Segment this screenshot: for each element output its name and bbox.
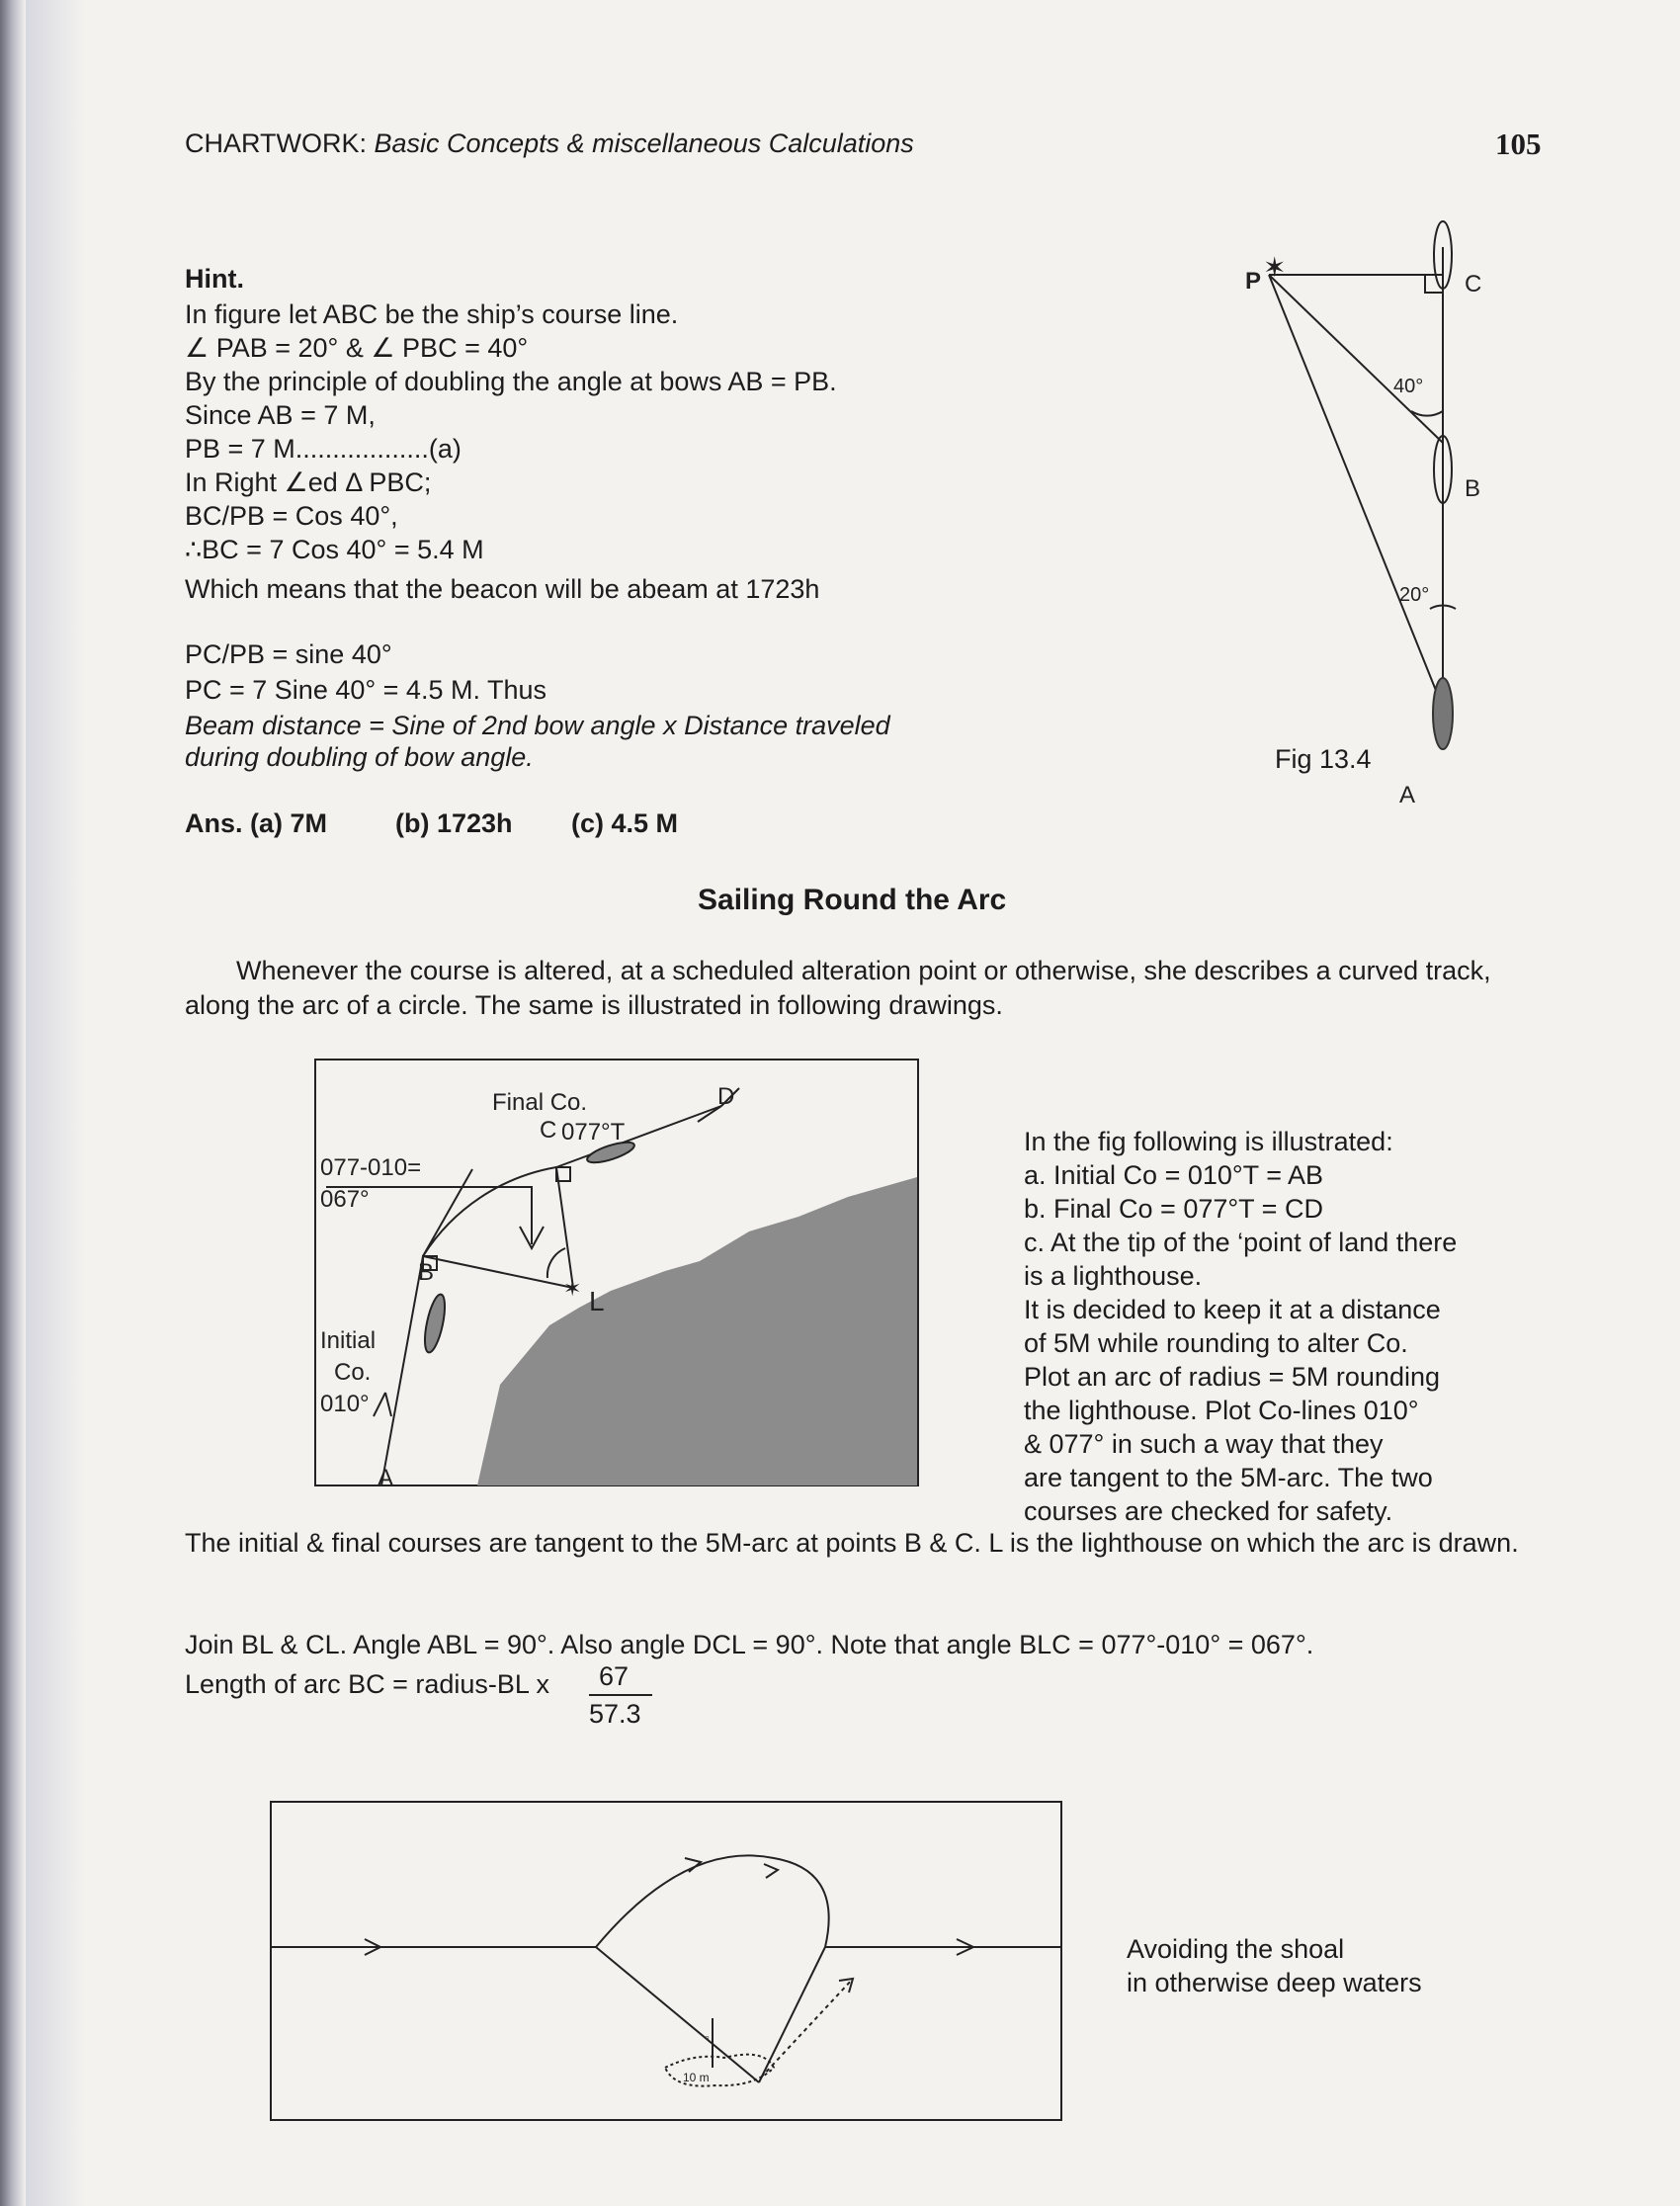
upper-track xyxy=(596,1855,829,1947)
label-final-deg: 077°T xyxy=(561,1119,626,1145)
hint-line: In Right ∠ed Δ PBC; xyxy=(185,467,432,497)
desc-line: In the fig following is illustrated: xyxy=(1024,1127,1393,1156)
right-angle-mark xyxy=(1425,275,1443,293)
angle-40-arc xyxy=(1411,411,1443,416)
section-title: Sailing Round the Arc xyxy=(698,884,1007,916)
label-c: C xyxy=(540,1117,557,1144)
hint-line: PC/PB = sine 40° xyxy=(185,639,392,669)
desc-line: c. At the tip of the ‘point of land there xyxy=(1024,1228,1458,1257)
fraction-bar xyxy=(589,1694,652,1696)
arrow-3 xyxy=(764,1864,778,1878)
desc-line: & 077° in such a way that they xyxy=(1024,1429,1384,1459)
label-a: A xyxy=(1399,782,1416,808)
label-p: P xyxy=(1245,268,1262,295)
answer-a: Ans. (a) 7M xyxy=(185,808,328,838)
shoal-caption-2: in otherwise deep waters xyxy=(1127,1968,1422,1997)
label-b: B xyxy=(418,1259,435,1286)
clearing-line xyxy=(761,1979,853,2078)
label-initial-deg: 010° xyxy=(320,1391,370,1417)
hint-line: ∴BC = 7 Cos 40° = 5.4 M xyxy=(185,535,484,564)
hint-formula: Beam distance = Sine of 2nd bow angle x Distance traveled xyxy=(185,711,890,740)
lighthouse-icon: ✶ xyxy=(563,1276,582,1301)
chapter-label: CHARTWORK: xyxy=(185,128,368,158)
hint-title: Hint. xyxy=(185,264,244,294)
shoal-depth: 10 m xyxy=(683,2071,710,2084)
desc-line: the lighthouse. Plot Co-lines 010° xyxy=(1024,1396,1419,1425)
join-paragraph: Join BL & CL. Angle ABL = 90°. Also angle DCL = 90°. Note that angle BLC = 077°-010° = 067°. xyxy=(185,1630,1314,1659)
label-c: C xyxy=(1465,271,1482,297)
desc-line: is a lighthouse. xyxy=(1024,1261,1203,1291)
label-initial: Initial xyxy=(320,1327,377,1354)
answer-c: (c) 4.5 M xyxy=(571,808,679,838)
shoal-figure-frame xyxy=(271,1802,1061,2120)
fig-13-4-caption: Fig 13.4 xyxy=(1275,744,1372,774)
buoy-icon: ◦ xyxy=(705,2029,710,2045)
label-calc-2: 067° xyxy=(320,1186,370,1213)
hint-line: In figure let ABC be the ship’s course line. xyxy=(185,299,679,329)
desc-line: of 5M while rounding to alter Co. xyxy=(1024,1328,1408,1358)
chapter-subtitle: Basic Concepts & miscellaneous Calculations xyxy=(374,128,914,158)
scan-shade xyxy=(26,0,85,2206)
tangent-paragraph: The initial & final courses are tangent to the 5M-arc at points B & C. L is the lighthouse on which the arc is drawn. xyxy=(185,1528,1519,1558)
answer-b: (b) 1723h xyxy=(395,808,513,838)
line-pb xyxy=(1269,275,1443,443)
ship-a xyxy=(1433,678,1453,749)
desc-line: It is decided to keep it at a distance xyxy=(1024,1295,1441,1324)
scan-edge xyxy=(0,0,26,2206)
running-header xyxy=(185,128,914,159)
clearing-arrowhead xyxy=(839,1979,853,1993)
hint-formula: during doubling of bow angle. xyxy=(185,742,534,772)
label-l: L xyxy=(589,1286,605,1316)
hint-line: PB = 7 M..................(a) xyxy=(185,434,462,464)
angle-20-label: 20° xyxy=(1399,584,1430,606)
label-calc-1: 077-010= xyxy=(320,1154,422,1181)
desc-line: a. Initial Co = 010°T = AB xyxy=(1024,1160,1323,1190)
label-a: A xyxy=(378,1465,394,1488)
page-number: 105 xyxy=(1495,127,1542,161)
shoal-figure xyxy=(270,1801,1062,2122)
desc-line: courses are checked for safety. xyxy=(1024,1496,1393,1526)
hint-line: BC/PB = Cos 40°, xyxy=(185,501,398,531)
hint-line: Since AB = 7 M, xyxy=(185,400,376,430)
star-p-icon: ✶ xyxy=(1263,252,1287,283)
line-pa xyxy=(1269,275,1443,708)
fraction-denominator: 57.3 xyxy=(589,1699,641,1729)
label-b: B xyxy=(1465,475,1481,502)
hint-line: By the principle of doubling the angle at bows AB = PB. xyxy=(185,367,837,396)
fraction-numerator: 67 xyxy=(599,1661,630,1691)
arc-length-text: Length of arc BC = radius-BL x xyxy=(185,1669,549,1699)
label-co: Co. xyxy=(334,1359,372,1386)
desc-line: b. Final Co = 077°T = CD xyxy=(1024,1194,1323,1224)
arc-figure xyxy=(314,1059,919,1488)
hint-line: Which means that the beacon will be abeam at 1723h xyxy=(185,574,820,604)
angle-40-label: 40° xyxy=(1393,376,1424,397)
label-final-co: Final Co. xyxy=(492,1089,588,1116)
desc-line: are tangent to the 5M-arc. The two xyxy=(1024,1463,1433,1492)
figure-13-4 xyxy=(1216,217,1532,830)
arc-description xyxy=(1024,1125,1557,1528)
desc-line: Plot an arc of radius = 5M rounding xyxy=(1024,1362,1440,1392)
hint-line: ∠ PAB = 20° & ∠ PBC = 40° xyxy=(185,333,529,363)
label-d: D xyxy=(717,1083,735,1110)
hint-line: PC = 7 Sine 40° = 4.5 M. Thus xyxy=(185,675,547,705)
intro-paragraph: Whenever the course is altered, at a scheduled alteration point or otherwise, she describes a curved track, along the arc of a circle. The same is illustrated in following drawings. xyxy=(185,956,1491,1020)
shoal-caption-1: Avoiding the shoal xyxy=(1127,1934,1345,1964)
